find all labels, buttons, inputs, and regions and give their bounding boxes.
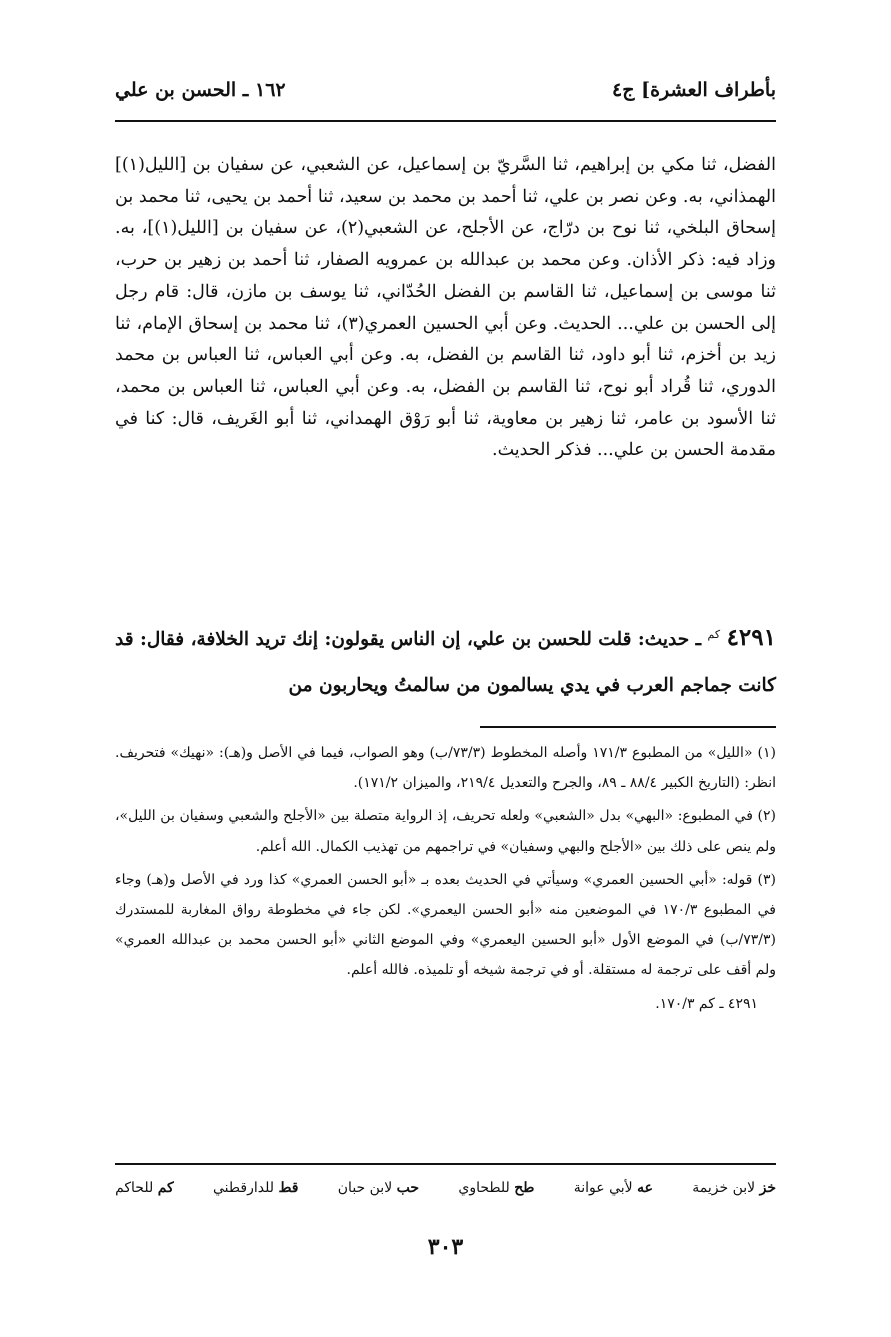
hadith-entry [115, 612, 776, 709]
abbrev-item: كم للحاكم [115, 1180, 174, 1196]
abbrev-item: عه لأبي عوانة [573, 1180, 653, 1196]
bottom-rule [115, 1163, 776, 1165]
footnote-rule [480, 726, 776, 728]
hadith-text: ـ حديث: قلت للحسن بن علي، إن الناس يقولون: إنك تريد الخلافة، فقال: قد كانت جماجم العرب في يدي يسالمون من سالمتُ ويحاربون من [115, 629, 776, 697]
hadith-number: ٤٢٩١ [726, 624, 776, 652]
footnote-source-ref: ٤٢٩١ ـ كم ١٧٠/٣. [655, 995, 758, 1012]
abbrev-item: طح للطحاوي [458, 1180, 535, 1196]
footnote-2: (٢) في المطبوع: «البهي» بدل «الشعبي» ولعله تحريف، إذ الرواية متصلة بين «الأجلح والشعبي وسفيان بن الليل»، ولم ينص على ذلك بين «الأجلح والبهي وسفيان» في تراجمهم من تهذيب الكمال. الله أعلم. [115, 808, 776, 855]
header-section-title: ١٦٢ ـ الحسن بن علي [115, 79, 286, 101]
footnote-1: (١) «الليل» من المطبوع ١٧١/٣ وأصله المخطوط (٧٣/٣/ب) وهو الصواب، فيما في الأصل و(هـ): «نهيك» فتحريف. انظر: (التاريخ الكبير ٨٨/٤ ـ ٨٩، والجرح والتعديل ٢١٩/٤، والميزان ١٧١/٢). [115, 745, 776, 792]
footnote-3: (٣) قوله: «أبي الحسين العمري» وسيأتي في الحديث بعده بـ «أبو الحسن العمري» كذا ورد في الأصل و(هـ) وجاء في المطبوع ١٧٠/٣ في الموضعين منه «أبو الحسن اليعمري». لكن جاء في مخطوطة رواق المغاربة للمستدرك (٧٣/٣/ب) في الموضع الأول «أبو الحسين اليعمري» وفي الموضع الثاني «أبو الحسن محمد بن عبدالله العمري» ولم أقف على ترجمة له مستقلة. أو في ترجمة شيخه أو تلميذه. فالله أعلم. [115, 871, 776, 979]
abbrev-item: حب لابن حبان [337, 1180, 420, 1196]
hadith-source-mark: كم [707, 628, 721, 641]
running-header [115, 70, 776, 110]
abbreviation-legend [115, 1180, 776, 1196]
abbrev-item: خز لابن خزيمة [692, 1180, 776, 1196]
body-paragraph: الفضل، ثنا مكي بن إبراهيم، ثنا السَّريّ بن إسماعيل، عن الشعبي، عن سفيان بن [الليل(١)] الهمذاني، به. وعن نصر بن علي، ثنا أحمد بن محمد بن سعيد، ثنا أحمد بن يحيى، ثنا محمد بن إسحاق البلخي، ثنا نوح بن درّاج، عن الأجلح، عن الشعبي(٢)، عن سفيان بن [الليل(١)]، به. وزاد فيه: ذكر الأذان. وعن محمد بن عبدالله بن عمرويه الصفار، ثنا أحمد بن زهير بن حرب، ثنا موسى بن إسماعيل، ثنا القاسم بن الفضل الحُدّاني، ثنا يوسف بن مازن، قال: قام رجل إلى الحسن بن علي... الحديث. وعن أبي الحسين العمري(٣)، ثنا محمد بن إسحاق الإمام، ثنا زيد بن أخزم، ثنا أبو داود، ثنا القاسم بن الفضل، به. وعن أبي العباس، ثنا العباس بن محمد الدوري، ثنا قُراد أبو نوح، ثنا القاسم بن الفضل، به. وعن أبي العباس، ثنا العباس بن محمد، ثنا الأسود بن عامر، ثنا زهير بن معاوية، ثنا أبو رَوْق الهمداني، ثنا أبو الغَريف، قال: كنا في مقدمة الحسن بن علي... فذكر الحديث. [115, 155, 777, 461]
main-text [115, 150, 776, 467]
header-rule [115, 120, 776, 122]
page-number: ٣٠٣ [427, 1234, 464, 1260]
abbrev-item: قط للدارقطني [213, 1180, 299, 1196]
footnotes [115, 738, 776, 1022]
header-book-title: بأطراف العشرة] ج٤ [612, 79, 776, 101]
